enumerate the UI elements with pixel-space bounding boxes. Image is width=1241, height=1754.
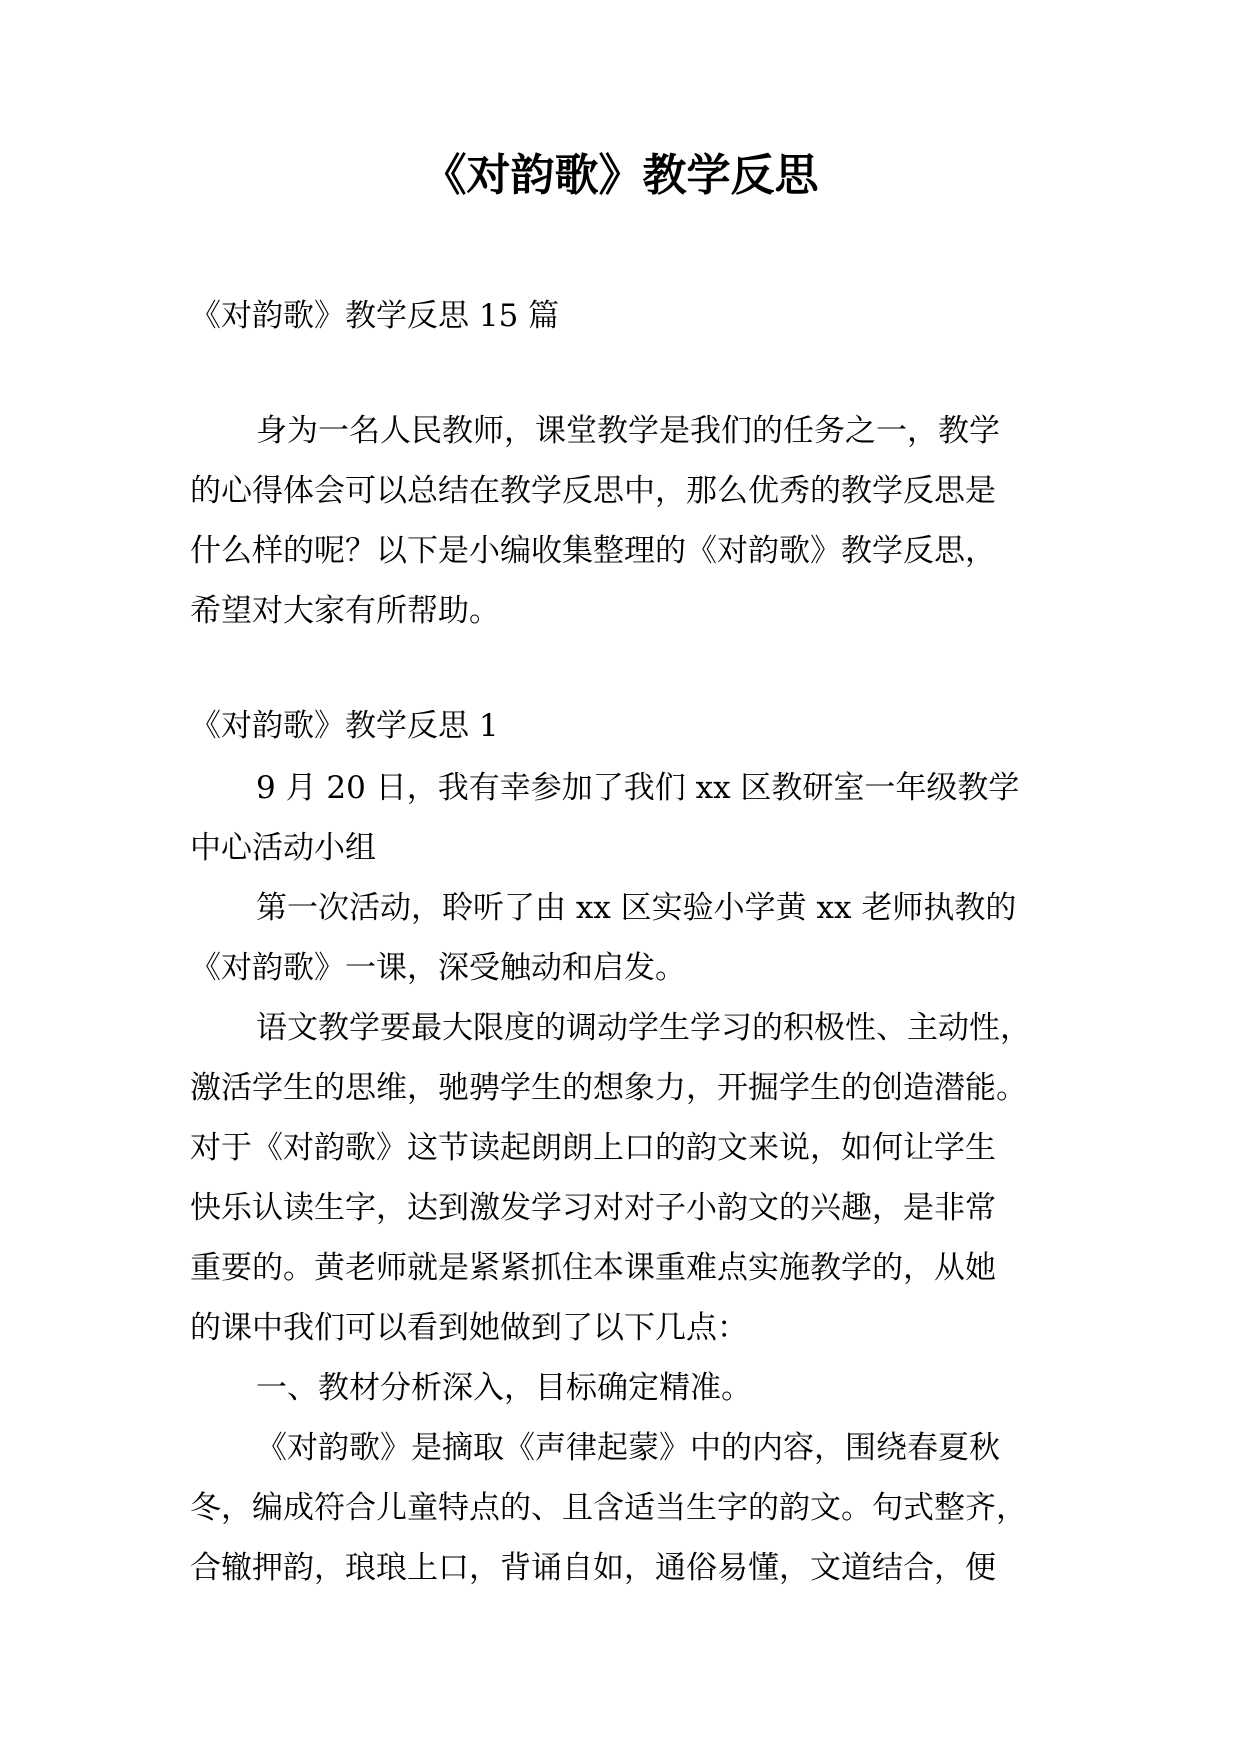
intro-line: 身为一名人民教师，课堂教学是我们的任务之一，教学: [256, 413, 1000, 449]
body-line: 激活学生的思维，驰骋学生的想象力，开掘学生的创造潜能。: [190, 1070, 1027, 1106]
body-line: 一、教材分析深入，目标确定精准。: [256, 1370, 752, 1406]
document-subtitle: 《对韵歌》教学反思 15 篇: [190, 298, 560, 334]
body-line: 9 月 20 日，我有幸参加了我们 xx 区教研室一年级教学: [256, 770, 1020, 806]
body-line: 合辙押韵，琅琅上口，背诵自如，通俗易懂，文道结合，便: [190, 1550, 996, 1586]
body-line: 冬，编成符合儿童特点的、且含适当生字的韵文。句式整齐，: [190, 1490, 1027, 1526]
body-line: 语文教学要最大限度的调动学生学习的积极性、主动性，: [256, 1010, 1031, 1046]
body-line: 对于《对韵歌》这节读起朗朗上口的韵文来说，如何让学生: [190, 1130, 996, 1166]
section-heading: 《对韵歌》教学反思 1: [190, 708, 499, 744]
intro-line: 的心得体会可以总结在教学反思中，那么优秀的教学反思是: [190, 473, 996, 509]
body-line: 第一次活动，聆听了由 xx 区实验小学黄 xx 老师执教的: [256, 890, 1017, 926]
body-line: 《对韵歌》是摘取《声律起蒙》中的内容，围绕春夏秋: [256, 1430, 1000, 1466]
body-line: 的课中我们可以看到她做到了以下几点：: [190, 1310, 748, 1346]
intro-line: 希望对大家有所帮助。: [190, 593, 500, 629]
body-line: 快乐认读生字，达到激发学习对对子小韵文的兴趣，是非常: [190, 1190, 996, 1226]
intro-line: 什么样的呢？以下是小编收集整理的《对韵歌》教学反思，: [190, 533, 996, 569]
body-line: 中心活动小组: [190, 830, 376, 866]
body-line: 《对韵歌》一课，深受触动和启发。: [190, 950, 686, 986]
document-title: 《对韵歌》教学反思: [422, 150, 819, 201]
body-line: 重要的。黄老师就是紧紧抓住本课重难点实施教学的，从她: [190, 1250, 996, 1286]
